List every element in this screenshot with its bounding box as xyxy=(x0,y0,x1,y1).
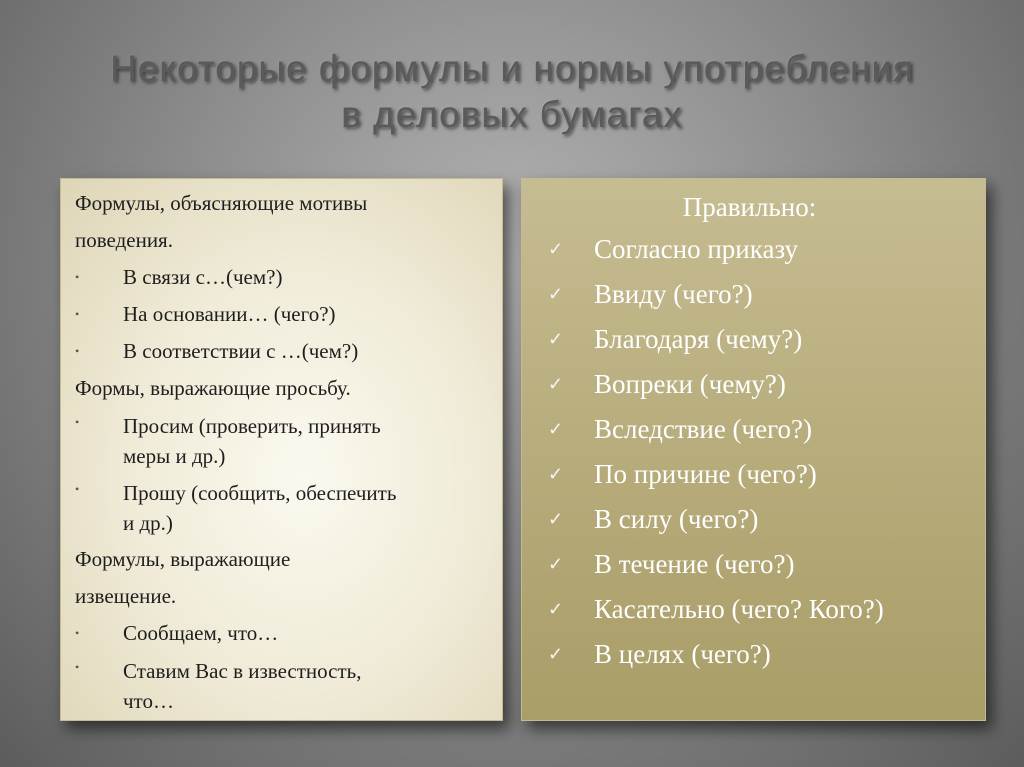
list-item: • В связи с…(чем?) xyxy=(75,259,492,296)
bullet-dot-icon: • xyxy=(75,660,80,674)
bullet-dot-icon: • xyxy=(75,270,80,284)
slide-title-line-1: Некоторые формулы и нормы употребления xyxy=(109,48,915,89)
list-item: ✓ Ввиду (чего?) xyxy=(544,272,975,317)
list-item: • Сообщаем, что… xyxy=(75,615,492,652)
checkmark-icon: ✓ xyxy=(548,284,564,304)
checkmark-icon: ✓ xyxy=(548,239,564,259)
checkmark-icon: ✓ xyxy=(548,554,564,574)
slide-title-line-2: в деловых бумагах xyxy=(341,94,683,135)
section-heading-request: Формы, выражающие просьбу. xyxy=(75,376,351,400)
bullet-dot-icon: • xyxy=(75,626,80,640)
list-item: • В соответствии с …(чем?) xyxy=(75,333,492,370)
list-item: ✓ Согласно приказу xyxy=(544,227,975,272)
slide-title xyxy=(0,46,1024,138)
bullet-dot-icon: • xyxy=(75,415,80,429)
bullet-dot-icon: • xyxy=(75,482,80,496)
checkmark-icon: ✓ xyxy=(548,419,564,439)
list-item: • Ставим Вас в известность, что… xyxy=(75,652,492,719)
list-item: • Прошу (сообщить, обеспечить и др.) xyxy=(75,474,492,541)
list-item: • На основании… (чего?) xyxy=(75,296,492,333)
checkmark-icon: ✓ xyxy=(548,599,564,619)
section-heading-notice: Формулы, выражающие xyxy=(75,547,291,571)
list-item: ✓ Касательно (чего? Кого?) xyxy=(544,587,975,632)
list-item: ✓ Вопреки (чему?) xyxy=(544,362,975,407)
list-item: ✓ В целях (чего?) xyxy=(544,632,975,677)
right-panel-correct xyxy=(521,178,986,721)
list-item: ✓ Благодаря (чему?) xyxy=(544,317,975,362)
checkmark-icon: ✓ xyxy=(548,644,564,664)
section-heading-motives-cont: поведения. xyxy=(75,228,173,252)
checkmark-icon: ✓ xyxy=(548,329,564,349)
bullet-dot-icon: • xyxy=(75,344,80,358)
checkmark-icon: ✓ xyxy=(548,374,564,394)
list-item: • Просим (проверить, принять меры и др.) xyxy=(75,407,492,474)
list-item: ✓ По причине (чего?) xyxy=(544,452,975,497)
list-item: ✓ Вследствие (чего?) xyxy=(544,407,975,452)
left-panel-formulas xyxy=(60,178,503,721)
correct-heading: Правильно: xyxy=(682,192,817,222)
list-item: ✓ В течение (чего?) xyxy=(544,542,975,587)
bullet-dot-icon: • xyxy=(75,307,80,321)
checkmark-icon: ✓ xyxy=(548,464,564,484)
list-item: ✓ В силу (чего?) xyxy=(544,497,975,542)
section-heading-notice-cont: извещение. xyxy=(75,584,177,608)
section-heading-motives: Формулы, объясняющие мотивы xyxy=(75,191,368,215)
checkmark-icon: ✓ xyxy=(548,509,564,529)
